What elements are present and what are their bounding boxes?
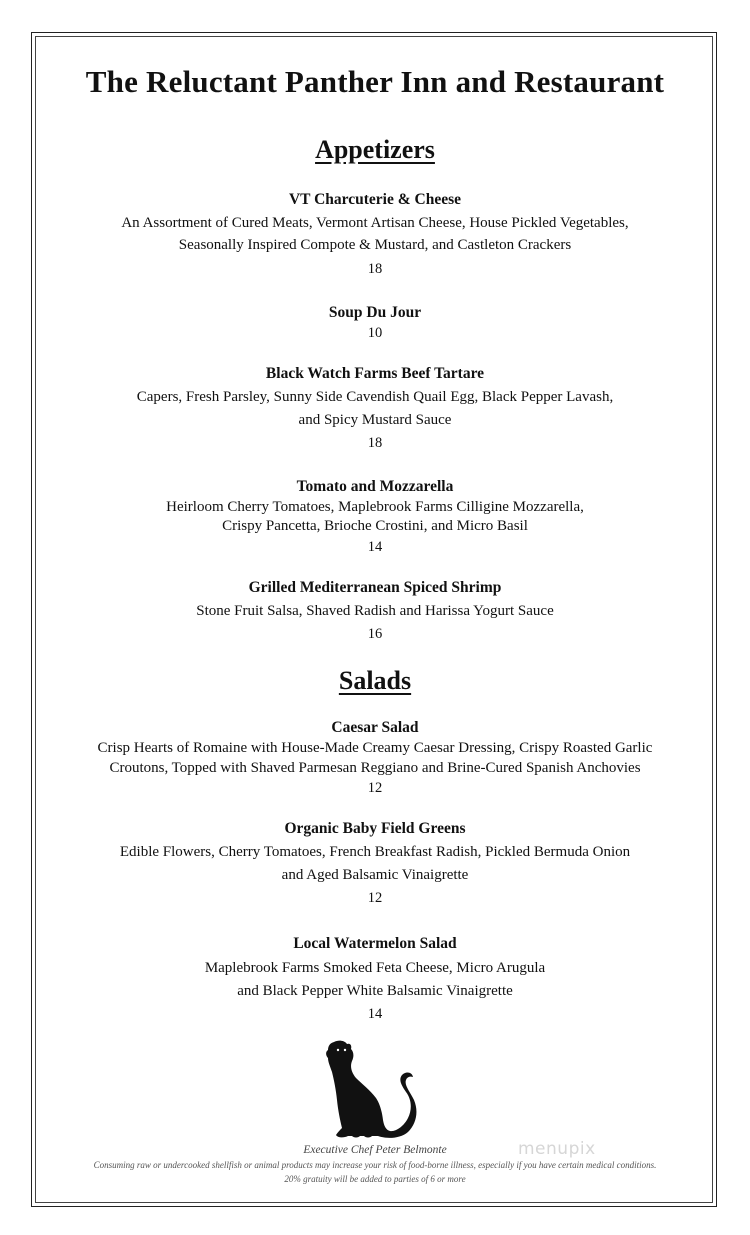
menu-item-description: and Black Pepper White Balsamic Vinaigrette [237,983,513,999]
menu-item-description: Heirloom Cherry Tomatoes, Maplebrook Farms Cilligine Mozzarella, [166,499,584,515]
menu-item-name: Black Watch Farms Beef Tartare [265,365,485,382]
menu-item-price: 12 [367,780,383,796]
menu-item-name: Tomato and Mozzarella [296,478,454,495]
menu-item-description: Crisp Hearts of Romaine with House-Made Creamy Caesar Dressing, Crispy Roasted Garlic [97,740,653,756]
food-safety-disclaimer: Consuming raw or undercooked shellfish or animal products may increase your risk of food-borne illness, especially if you have certain medical conditions. [93,1160,657,1170]
menu-item-price: 12 [367,890,383,906]
menu-item-description: Edible Flowers, Cherry Tomatoes, French Breakfast Radish, Pickled Bermuda Onion [119,844,631,860]
restaurant-title: The Reluctant Panther Inn and Restaurant [85,64,665,99]
gratuity-note: 20% gratuity will be added to parties of 6 or more [284,1174,466,1184]
menu-item-description: Crispy Pancetta, Brioche Crostini, and Micro Basil [222,518,528,534]
menu-item-description: Capers, Fresh Parsley, Sunny Side Cavendish Quail Egg, Black Pepper Lavash, [136,389,614,405]
menu-item-name: Organic Baby Field Greens [284,820,466,837]
menu-item-name: VT Charcuterie & Cheese [288,191,462,208]
menu-item-price: 14 [367,1006,383,1022]
panther-logo-icon [320,1040,430,1140]
menu-item-price: 14 [367,539,383,555]
menu-item-description: and Aged Balsamic Vinaigrette [281,867,469,883]
menu-item-name: Grilled Mediterranean Spiced Shrimp [248,579,502,596]
menu-item-price: 18 [367,435,383,451]
menu-item-price: 10 [367,325,383,341]
menu-item-description: and Spicy Mustard Sauce [298,412,452,428]
menu-item-description: Maplebrook Farms Smoked Feta Cheese, Micro Arugula [204,960,546,976]
menu-item-description: Seasonally Inspired Compote & Mustard, and Castleton Crackers [178,237,572,253]
menu-item-description: Croutons, Topped with Shaved Parmesan Reggiano and Brine-Cured Spanish Anchovies [109,760,641,776]
menu-item-description: Stone Fruit Salsa, Shaved Radish and Harissa Yogurt Sauce [196,603,554,619]
watermark: menupix [518,1139,596,1159]
menu-item-name: Soup Du Jour [328,304,422,321]
menu-item-name: Caesar Salad [331,719,419,736]
menu-item-price: 16 [367,626,383,642]
menu-item-price: 18 [367,261,383,277]
menu-item-description: An Assortment of Cured Meats, Vermont Artisan Cheese, House Pickled Vegetables, [121,215,629,231]
section-heading-salads: Salads [338,666,412,695]
section-heading-appetizers: Appetizers [315,135,435,164]
chef-credit: Executive Chef Peter Belmonte [303,1144,447,1156]
menu-item-name: Local Watermelon Salad [293,935,457,952]
